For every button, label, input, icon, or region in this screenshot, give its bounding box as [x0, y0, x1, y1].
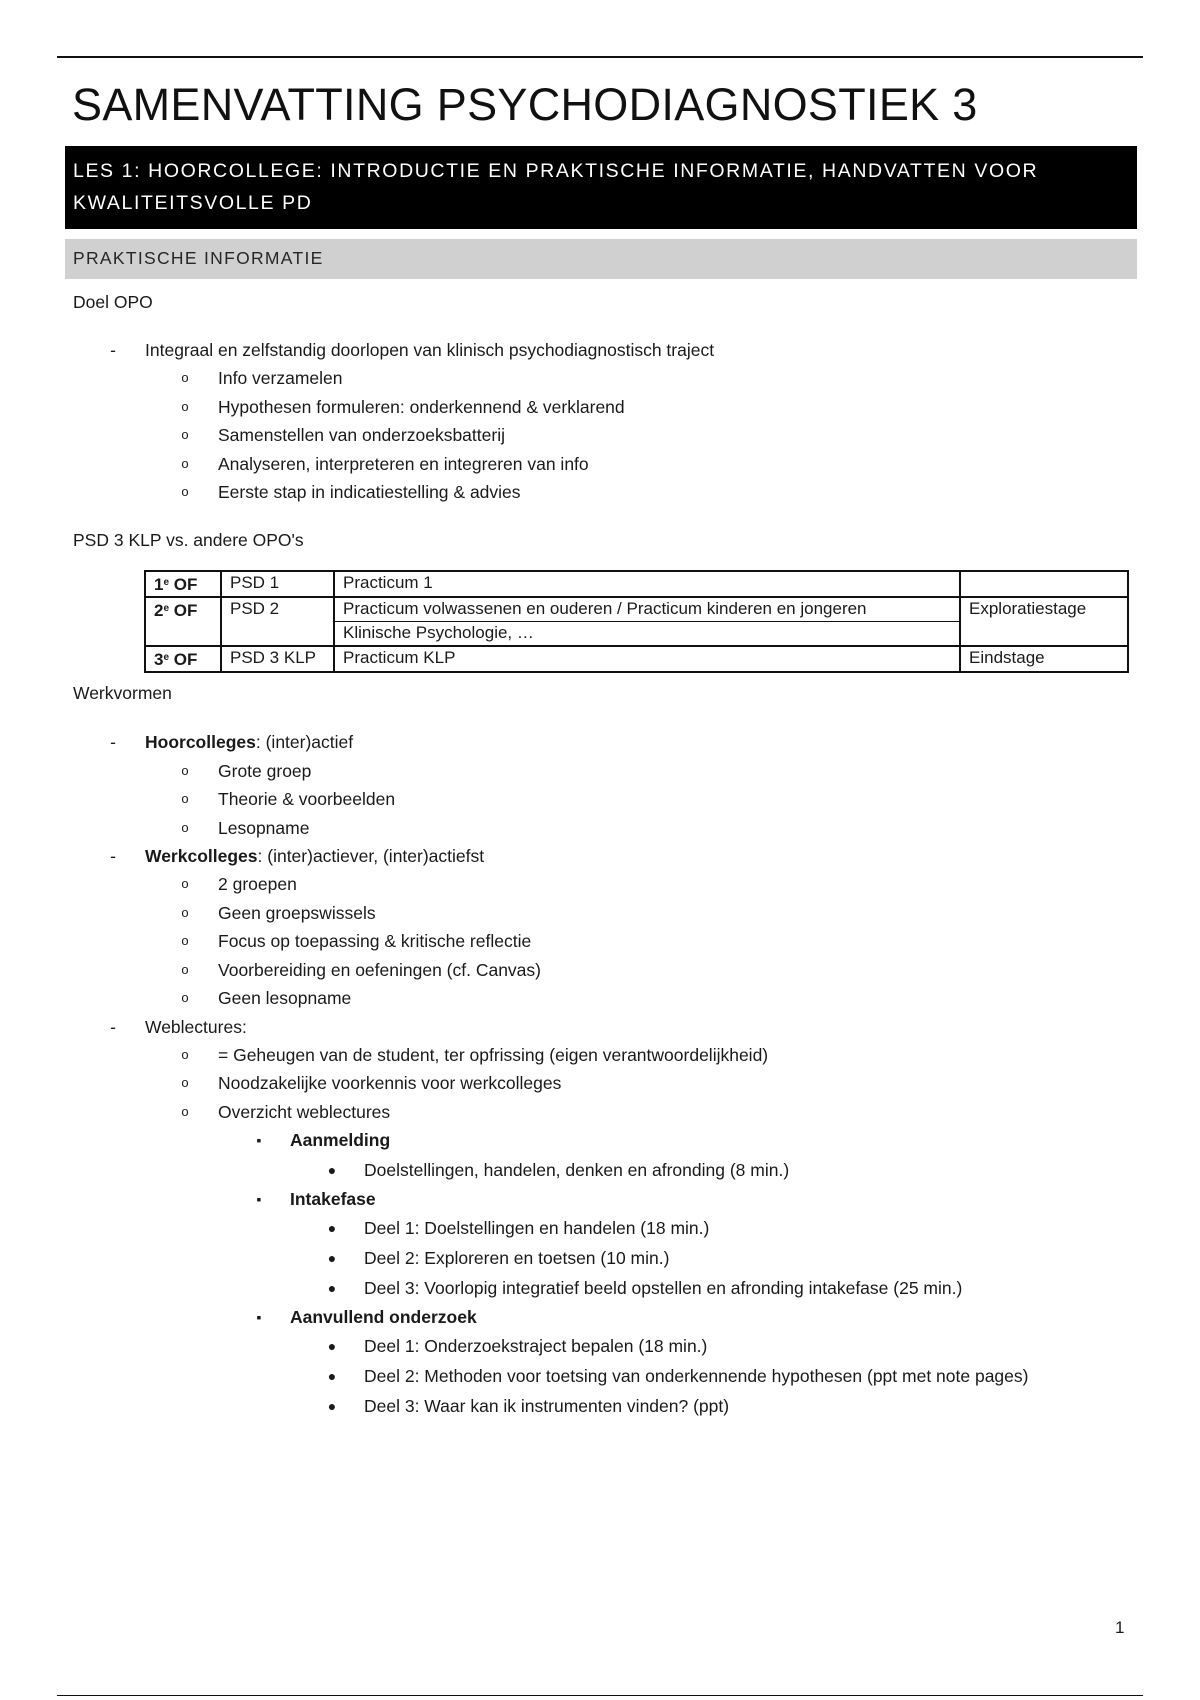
list-item: o Geen lesopname — [65, 984, 1137, 1012]
circle-marker: o — [181, 791, 189, 807]
circle-marker: o — [181, 961, 189, 977]
table-row — [145, 597, 1128, 622]
table-cell: Practicum volwassenen en ouderen / Practicum kinderen en jongeren — [334, 597, 960, 622]
list-item: o Hypothesen formuleren: onderkennend & verklarend — [65, 393, 1137, 421]
bullet-marker: ● — [327, 1161, 337, 1178]
document-page — [65, 78, 1137, 1421]
list-item: - Weblectures: — [65, 1013, 1137, 1041]
list-item: o Noodzakelijke voorkennis voor werkcolleges — [65, 1069, 1137, 1097]
bullet-marker: ● — [327, 1279, 337, 1296]
table-cell: 2e OF — [145, 597, 221, 646]
list-item: o Lesopname — [65, 814, 1137, 842]
table-cell: 1e OF — [145, 571, 221, 597]
circle-marker: o — [181, 484, 189, 500]
circle-marker: o — [181, 427, 189, 443]
circle-marker: o — [181, 1075, 189, 1091]
dash-marker: - — [110, 846, 116, 867]
circle-marker: o — [181, 370, 189, 386]
lesson-heading: LES 1: HOORCOLLEGE: INTRODUCTIE EN PRAKTISCHE INFORMATIE, HANDVATTEN VOOR KWALITEITSVOLLE PD — [65, 146, 1137, 229]
list-item: ● Deel 2: Methoden voor toetsing van onderkennende hypothesen (ppt met note pages) — [65, 1361, 1137, 1391]
list-item: o Geen groepswissels — [65, 899, 1137, 927]
table-cell — [960, 571, 1128, 597]
bullet-marker: ● — [327, 1368, 337, 1385]
table-cell: 3e OF — [145, 646, 221, 672]
table-cell: PSD 3 KLP — [221, 646, 334, 672]
circle-marker: o — [181, 990, 189, 1006]
circle-marker: o — [181, 455, 189, 471]
circle-marker: o — [181, 933, 189, 949]
list-item: - Werkcolleges: (inter)actiever, (inter)actiefst — [65, 842, 1137, 870]
list-item: o Grote groep — [65, 757, 1137, 785]
list-item: ● Deel 3: Voorlopig integratief beeld opstellen en afronding intakefase (25 min.) — [65, 1273, 1137, 1303]
top-rule — [57, 56, 1143, 58]
list-item: ● Deel 2: Exploreren en toetsen (10 min.) — [65, 1243, 1137, 1273]
document-title: SAMENVATTING PSYCHODIAGNOSTIEK 3 — [72, 79, 978, 130]
circle-marker: o — [181, 1103, 189, 1119]
list-item: o Info verzamelen — [65, 364, 1137, 392]
table-cell: Practicum KLP — [334, 646, 960, 672]
circle-marker: o — [181, 398, 189, 414]
table-cell: Klinische Psychologie, … — [334, 622, 960, 647]
bullet-marker: ● — [327, 1338, 337, 1355]
list-item: ● Deel 3: Waar kan ik instrumenten vinden? (ppt) — [65, 1391, 1137, 1421]
comparison-label: PSD 3 KLP vs. andere OPO's — [73, 530, 304, 551]
werkvormen-label: Werkvormen — [73, 683, 172, 704]
square-marker: ▪ — [256, 1190, 262, 1207]
doel-label: Doel OPO — [73, 292, 153, 312]
table-cell: Exploratiestage — [960, 597, 1128, 646]
circle-marker: o — [181, 876, 189, 892]
table-row — [145, 571, 1128, 597]
comparison-table — [144, 570, 1129, 673]
dash-marker: - — [110, 1016, 116, 1037]
list-item: o Analyseren, interpreteren en integreren van info — [65, 450, 1137, 478]
bullet-marker: ● — [327, 1219, 337, 1236]
square-marker: ▪ — [256, 1132, 262, 1149]
bottom-rule — [57, 1695, 1143, 1696]
square-marker: ▪ — [256, 1308, 262, 1325]
list-item: ● Deel 1: Doelstellingen en handelen (18 min.) — [65, 1213, 1137, 1243]
list-item: o Theorie & voorbeelden — [65, 785, 1137, 813]
list-item: - Integraal en zelfstandig doorlopen van klinisch psychodiagnostisch traject — [65, 336, 1137, 364]
dash-marker: - — [110, 732, 116, 753]
list-item: ● Doelstellingen, handelen, denken en afronding (8 min.) — [65, 1155, 1137, 1185]
list-item: o Focus op toepassing & kritische reflectie — [65, 927, 1137, 955]
table-cell: PSD 1 — [221, 571, 334, 597]
list-item: ▪ Intakefase — [65, 1185, 1137, 1213]
bullet-marker: ● — [327, 1249, 337, 1266]
bullet-marker: ● — [327, 1398, 337, 1415]
circle-marker: o — [181, 1046, 189, 1062]
table-cell: Eindstage — [960, 646, 1128, 672]
list-item: o = Geheugen van de student, ter opfrissing (eigen verantwoordelijkheid) — [65, 1041, 1137, 1069]
list-item: ▪ Aanmelding — [65, 1126, 1137, 1154]
circle-marker: o — [181, 762, 189, 778]
list-item: - Hoorcolleges: (inter)actief — [65, 728, 1137, 756]
page-number: 1 — [1115, 1618, 1125, 1637]
circle-marker: o — [181, 904, 189, 920]
section-heading: PRAKTISCHE INFORMATIE — [65, 239, 1137, 279]
dash-marker: - — [110, 340, 116, 360]
list-item: o Overzicht weblectures — [65, 1098, 1137, 1126]
list-item: o Voorbereiding en oefeningen (cf. Canvas) — [65, 956, 1137, 984]
circle-marker: o — [181, 819, 189, 835]
list-item: o 2 groepen — [65, 870, 1137, 898]
table-cell: Practicum 1 — [334, 571, 960, 597]
list-item: o Samenstellen van onderzoeksbatterij — [65, 421, 1137, 449]
list-item: ▪ Aanvullend onderzoek — [65, 1303, 1137, 1331]
table-cell: PSD 2 — [221, 597, 334, 646]
list-item: ● Deel 1: Onderzoekstraject bepalen (18 min.) — [65, 1331, 1137, 1361]
list-item: o Eerste stap in indicatiestelling & advies — [65, 478, 1137, 506]
table-row — [145, 646, 1128, 672]
